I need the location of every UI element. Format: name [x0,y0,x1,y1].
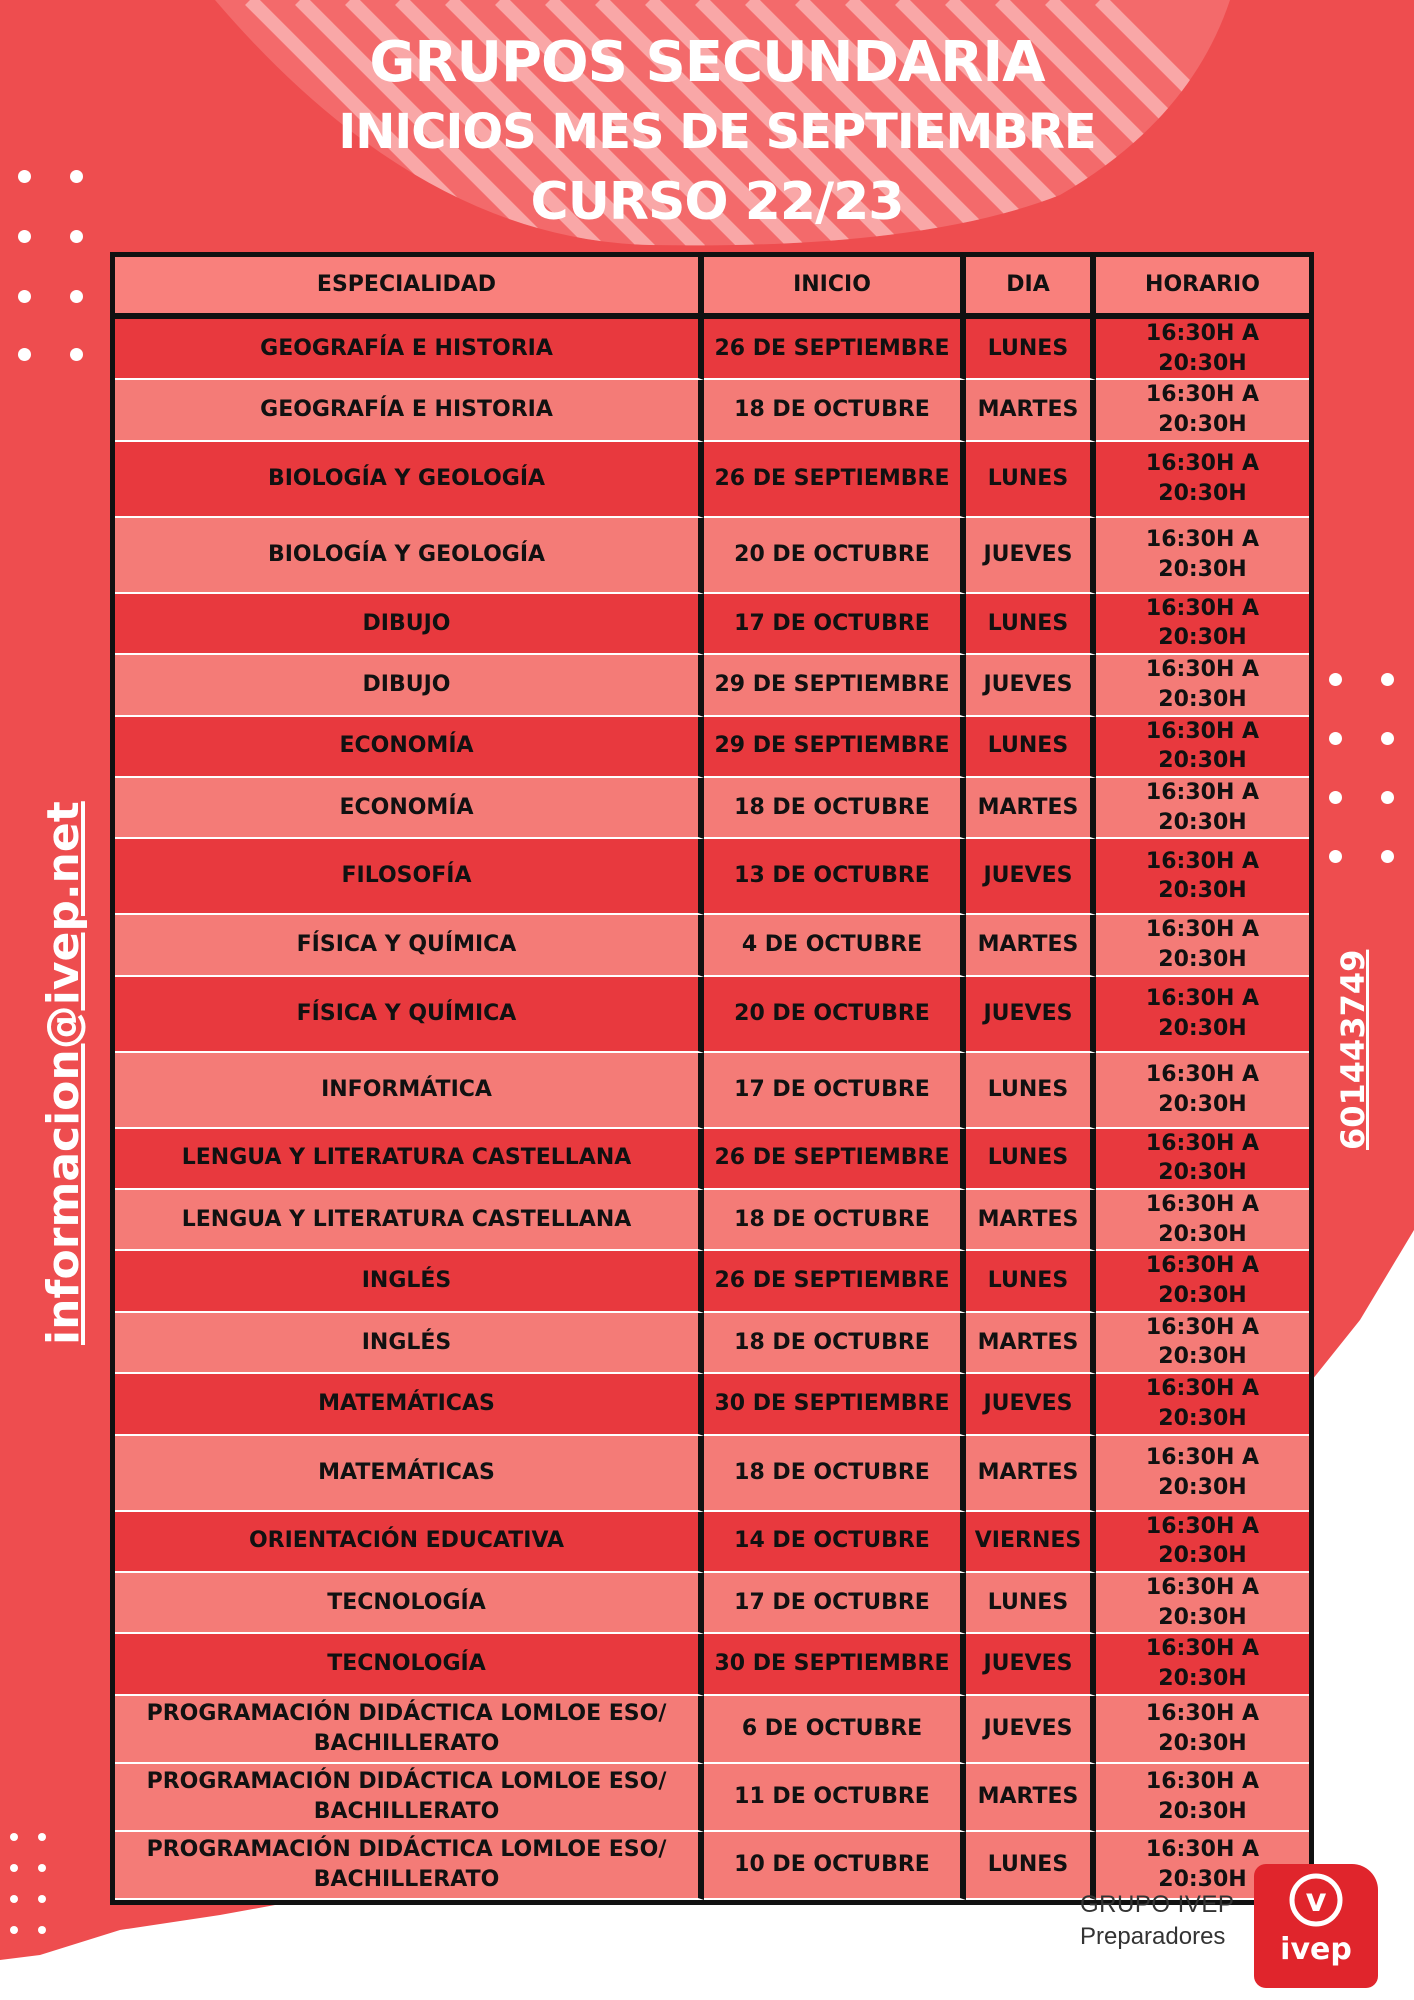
inicio-cell: 17 DE OCTUBRE [704,1573,966,1634]
especialidad-cell: ECONOMÍA [115,717,704,778]
dia-cell: JUEVES [966,977,1096,1053]
dia-cell: VIERNES [966,1512,1096,1573]
especialidad-cell: PROGRAMACIÓN DIDÁCTICA LOMLOE ESO/ BACHILLERATO [115,1764,704,1832]
column-header-dia: DIA [966,257,1096,319]
title-line-2: INICIOS MES DE SEPTIEMBRE [338,104,1096,160]
table-row [115,1832,1309,1900]
dia-cell: MARTES [966,1313,1096,1374]
especialidad-cell: INFORMÁTICA [115,1053,704,1129]
dia-cell: JUEVES [966,518,1096,594]
especialidad-cell: FÍSICA Y QUÍMICA [115,977,704,1053]
inicio-cell: 29 DE SEPTIEMBRE [704,655,966,716]
table-row [115,319,1309,380]
ivep-logo [1254,1864,1378,1988]
especialidad-cell: FILOSOFÍA [115,839,704,915]
horario-cell: 16:30H A 20:30H [1096,1634,1309,1695]
table-row [115,839,1309,915]
horario-cell: 16:30H A 20:30H [1096,1129,1309,1190]
horario-cell: 16:30H A 20:30H [1096,380,1309,441]
table-body [115,319,1309,1900]
table-row [115,1129,1309,1190]
contact-phone-link[interactable]: 601443749 [1334,949,1372,1150]
especialidad-cell: MATEMÁTICAS [115,1374,704,1435]
horario-cell: 16:30H A 20:30H [1096,1512,1309,1573]
table-row [115,1053,1309,1129]
especialidad-cell: LENGUA Y LITERATURA CASTELLANA [115,1190,704,1251]
dia-cell: MARTES [966,1764,1096,1832]
especialidad-cell: LENGUA Y LITERATURA CASTELLANA [115,1129,704,1190]
table-row [115,442,1309,518]
especialidad-cell: BIOLOGÍA Y GEOLOGÍA [115,442,704,518]
brand-line-2: Preparadores [1080,1923,1226,1950]
inicio-cell: 30 DE SEPTIEMBRE [704,1634,966,1695]
especialidad-cell: TECNOLOGÍA [115,1634,704,1695]
horario-cell: 16:30H A 20:30H [1096,1053,1309,1129]
dia-cell: LUNES [966,442,1096,518]
table-row [115,977,1309,1053]
brand-line-1: GRUPO IVEP [1080,1891,1235,1918]
horario-cell: 16:30H A 20:30H [1096,1696,1309,1764]
title-line-3: CURSO 22/23 [530,172,904,232]
horario-cell: 16:30H A 20:30H [1096,655,1309,716]
table-row [115,1251,1309,1312]
title-line-1: GRUPOS SECUNDARIA [369,30,1045,95]
horario-cell: 16:30H A 20:30H [1096,1436,1309,1512]
horario-cell: 16:30H A 20:30H [1096,1573,1309,1634]
dia-cell: JUEVES [966,655,1096,716]
brand-text [1080,1891,1234,1951]
horario-cell: 16:30H A 20:30H [1096,1190,1309,1251]
inicio-cell: 26 DE SEPTIEMBRE [704,1129,966,1190]
dia-cell: JUEVES [966,1374,1096,1435]
dia-cell: JUEVES [966,839,1096,915]
table-row [115,717,1309,778]
especialidad-cell: FÍSICA Y QUÍMICA [115,915,704,976]
inicio-cell: 6 DE OCTUBRE [704,1696,966,1764]
horario-cell: 16:30H A 20:30H [1096,1251,1309,1312]
horario-cell: 16:30H A 20:30H [1096,319,1309,380]
horario-cell: 16:30H A 20:30H [1096,717,1309,778]
dia-cell: LUNES [966,1053,1096,1129]
inicio-cell: 26 DE SEPTIEMBRE [704,442,966,518]
schedule-table [110,252,1314,1905]
dia-cell: JUEVES [966,1634,1096,1695]
table-row [115,1313,1309,1374]
horario-cell: 16:30H A 20:30H [1096,1313,1309,1374]
table-row [115,594,1309,655]
inicio-cell: 13 DE OCTUBRE [704,839,966,915]
especialidad-cell: INGLÉS [115,1251,704,1312]
especialidad-cell: ORIENTACIÓN EDUCATIVA [115,1512,704,1573]
dia-cell: MARTES [966,778,1096,839]
especialidad-cell: ECONOMÍA [115,778,704,839]
especialidad-cell: GEOGRAFÍA E HISTORIA [115,380,704,441]
especialidad-cell: DIBUJO [115,655,704,716]
horario-cell: 16:30H A 20:30H [1096,518,1309,594]
contact-email-link[interactable]: informacion@ivep.net [38,801,89,1345]
table-row [115,1634,1309,1695]
horario-cell: 16:30H A 20:30H [1096,594,1309,655]
table-row [115,1436,1309,1512]
inicio-cell: 11 DE OCTUBRE [704,1764,966,1832]
column-header-especialidad: ESPECIALIDAD [115,257,704,319]
dia-cell: LUNES [966,1573,1096,1634]
dia-cell: LUNES [966,1129,1096,1190]
inicio-cell: 14 DE OCTUBRE [704,1512,966,1573]
horario-cell: 16:30H A 20:30H [1096,915,1309,976]
especialidad-cell: BIOLOGÍA Y GEOLOGÍA [115,518,704,594]
horario-cell: 16:30H A 20:30H [1096,442,1309,518]
table-row [115,1512,1309,1573]
inicio-cell: 20 DE OCTUBRE [704,977,966,1053]
inicio-cell: 17 DE OCTUBRE [704,594,966,655]
logo-glyph: v [1305,1881,1327,1919]
inicio-cell: 18 DE OCTUBRE [704,380,966,441]
inicio-cell: 26 DE SEPTIEMBRE [704,319,966,380]
table-row [115,1374,1309,1435]
inicio-cell: 18 DE OCTUBRE [704,1190,966,1251]
horario-cell: 16:30H A 20:30H [1096,977,1309,1053]
table-row [115,1696,1309,1764]
dia-cell: MARTES [966,1436,1096,1512]
especialidad-cell: PROGRAMACIÓN DIDÁCTICA LOMLOE ESO/ BACHILLERATO [115,1696,704,1764]
table-row [115,1764,1309,1832]
table-row [115,1190,1309,1251]
dia-cell: JUEVES [966,1696,1096,1764]
table-row [115,1573,1309,1634]
especialidad-cell: PROGRAMACIÓN DIDÁCTICA LOMLOE ESO/ BACHILLERATO [115,1832,704,1900]
dia-cell: MARTES [966,1190,1096,1251]
inicio-cell: 30 DE SEPTIEMBRE [704,1374,966,1435]
horario-cell: 16:30H A 20:30H [1096,778,1309,839]
inicio-cell: 4 DE OCTUBRE [704,915,966,976]
table-row [115,655,1309,716]
especialidad-cell: MATEMÁTICAS [115,1436,704,1512]
dia-cell: MARTES [966,915,1096,976]
dia-cell: LUNES [966,594,1096,655]
horario-cell: 16:30H A 20:30H [1096,1832,1309,1900]
ivep-logo-v-icon [1254,1864,1378,1934]
especialidad-cell: DIBUJO [115,594,704,655]
horario-cell: 16:30H A 20:30H [1096,839,1309,915]
horario-cell: 16:30H A 20:30H [1096,1764,1309,1832]
table-row [115,518,1309,594]
table-row [115,778,1309,839]
table-row [115,915,1309,976]
inicio-cell: 18 DE OCTUBRE [704,1436,966,1512]
table-row [115,380,1309,441]
especialidad-cell: GEOGRAFÍA E HISTORIA [115,319,704,380]
column-header-inicio: INICIO [704,257,966,319]
ivep-wordmark: ivep [1280,1932,1352,1967]
inicio-cell: 18 DE OCTUBRE [704,1313,966,1374]
column-header-horario: HORARIO [1096,257,1309,319]
especialidad-cell: TECNOLOGÍA [115,1573,704,1634]
inicio-cell: 26 DE SEPTIEMBRE [704,1251,966,1312]
dia-cell: LUNES [966,717,1096,778]
inicio-cell: 20 DE OCTUBRE [704,518,966,594]
dia-cell: LUNES [966,1251,1096,1312]
horario-cell: 16:30H A 20:30H [1096,1374,1309,1435]
inicio-cell: 29 DE SEPTIEMBRE [704,717,966,778]
inicio-cell: 18 DE OCTUBRE [704,778,966,839]
inicio-cell: 17 DE OCTUBRE [704,1053,966,1129]
dia-cell: MARTES [966,380,1096,441]
dia-cell: LUNES [966,319,1096,380]
dia-cell: LUNES [966,1832,1096,1900]
especialidad-cell: INGLÉS [115,1313,704,1374]
inicio-cell: 10 DE OCTUBRE [704,1832,966,1900]
table-header-row [115,257,1309,319]
